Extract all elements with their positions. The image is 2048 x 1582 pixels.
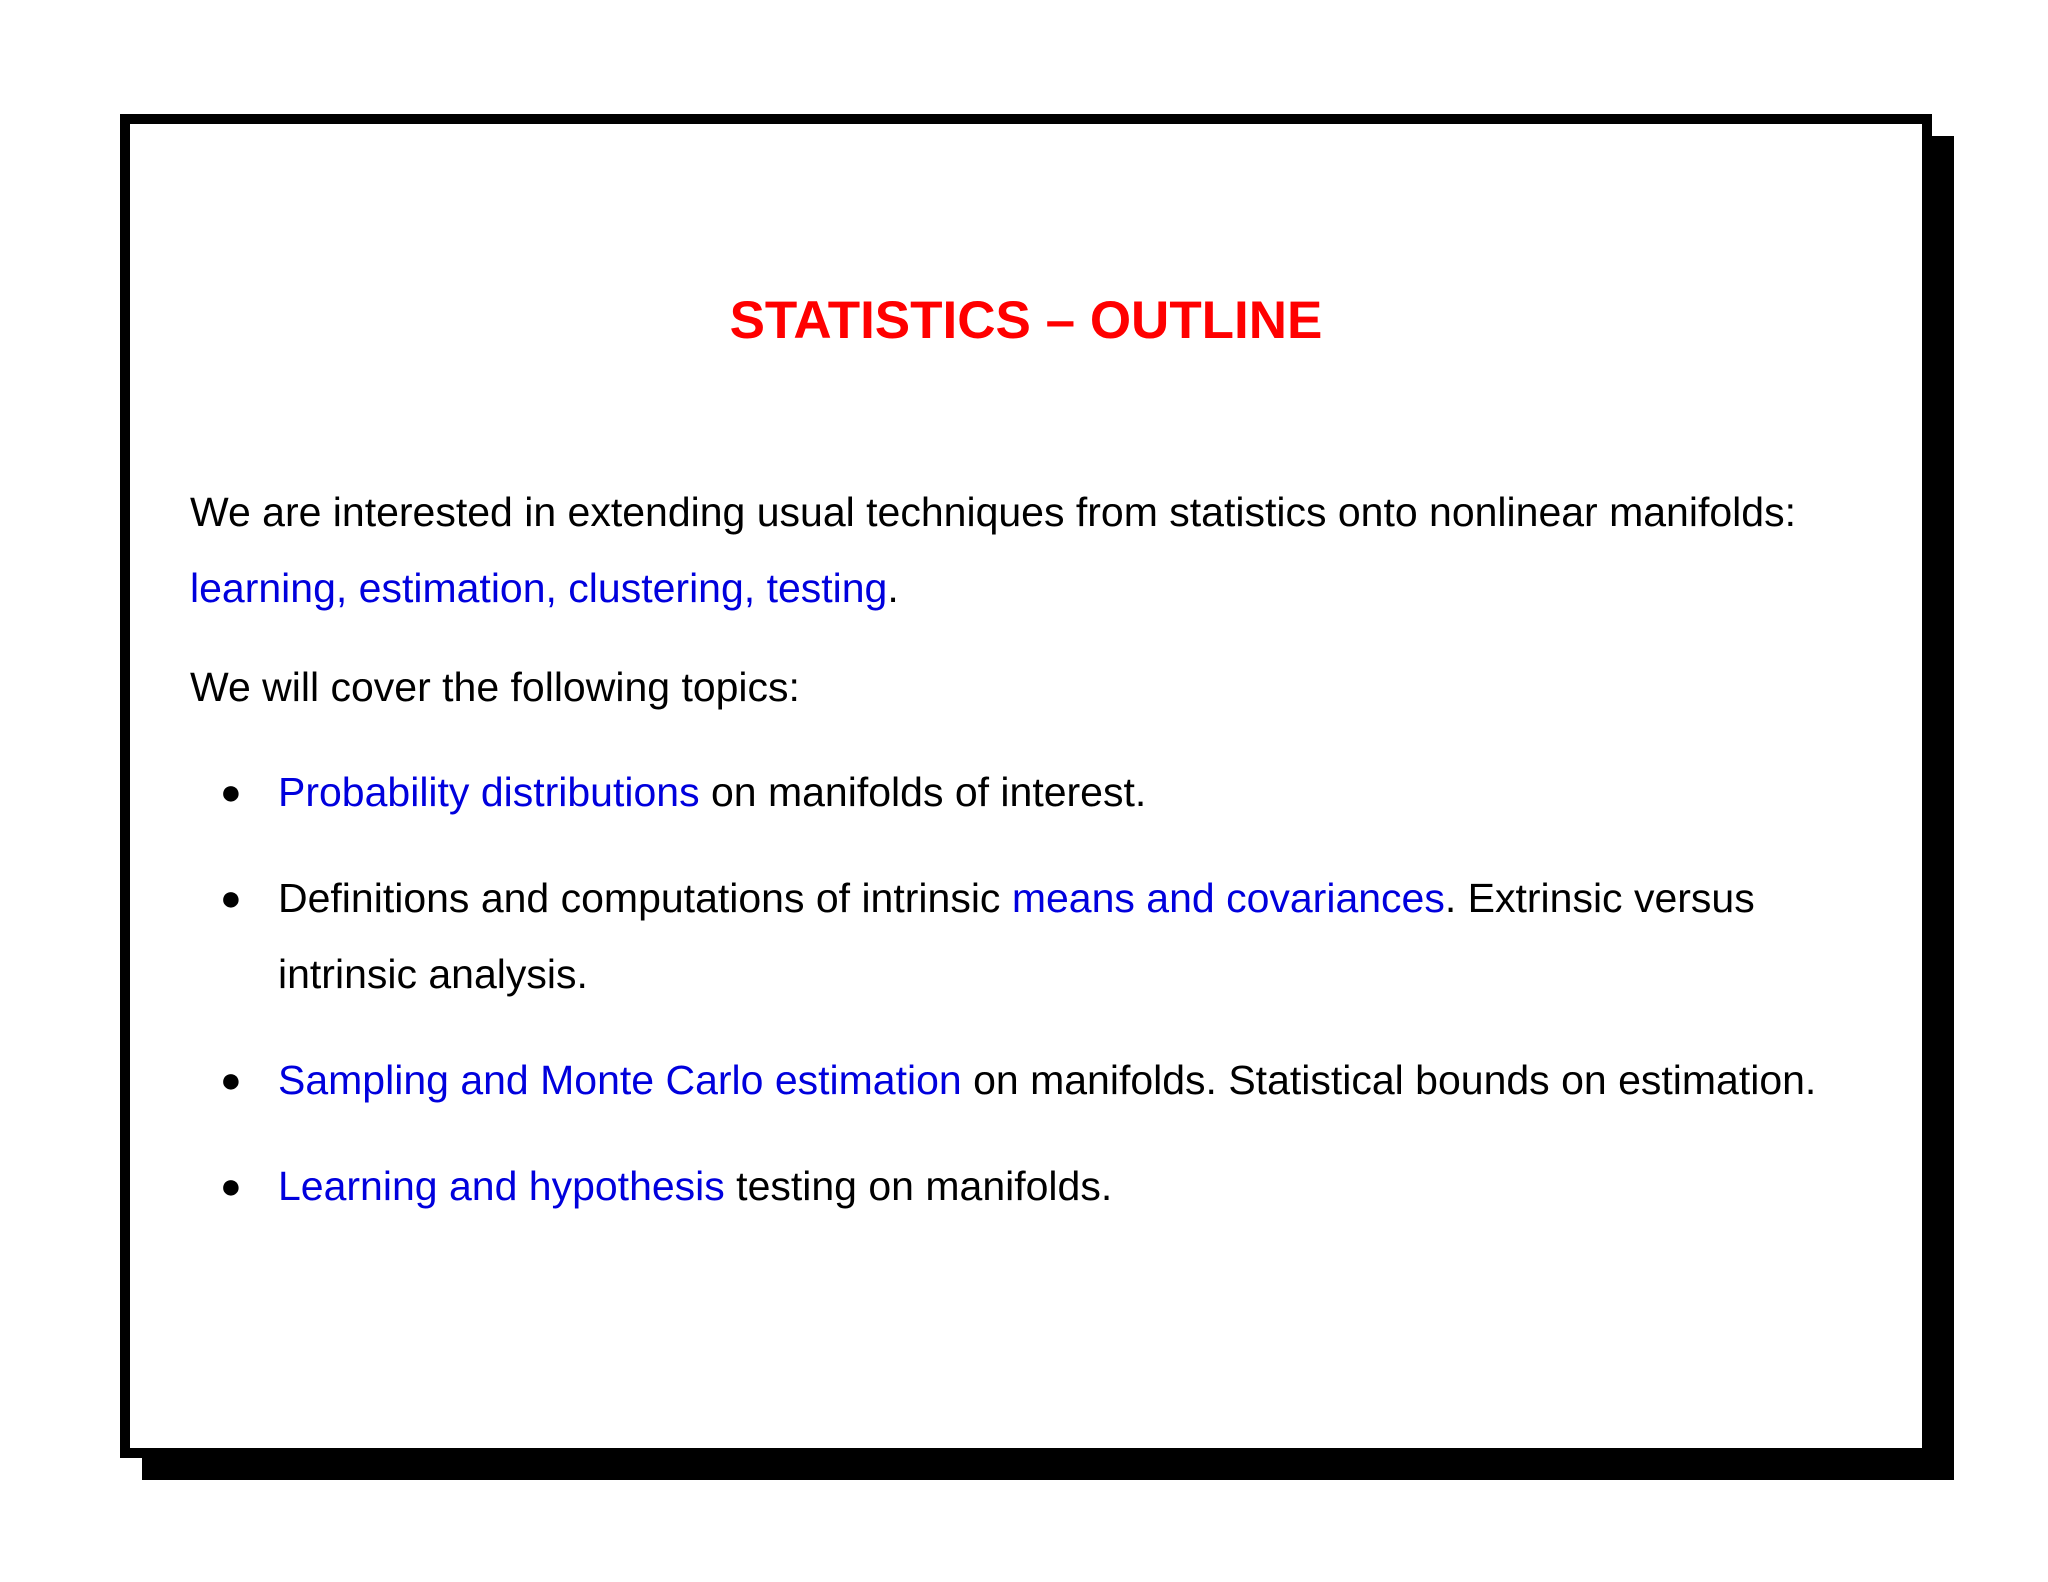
- bullet-icon: ●: [220, 1059, 242, 1100]
- topic-item: [218, 1148, 1882, 1224]
- intro-paragraph: [190, 474, 1862, 626]
- topic-text: on manifolds. Statistical bounds on estimation.: [961, 1057, 1817, 1103]
- slide-frame: [120, 114, 1932, 1458]
- bullet-icon: ●: [220, 877, 242, 918]
- topic-item: [218, 1042, 1882, 1118]
- topic-text: Definitions and computations of intrinsic: [278, 875, 1012, 921]
- bullet-icon: ●: [220, 771, 242, 812]
- intro-text: We are interested in extending usual techniques from statistics onto nonlinear manifolds:: [190, 489, 1796, 535]
- topic-text: . Extrinsic versus intrinsic analysis.: [278, 875, 1755, 997]
- slide-title: STATISTICS – OUTLINE: [729, 291, 1323, 350]
- topic-highlight: Sampling and Monte Carlo estimation: [278, 1057, 962, 1103]
- intro-highlight: learning, estimation, clustering, testing: [190, 565, 888, 611]
- intro-period: .: [887, 565, 899, 611]
- topic-text: on manifolds of interest.: [699, 769, 1147, 815]
- topic-item: [218, 860, 1882, 1012]
- topic-list: [218, 754, 1882, 1254]
- bullet-icon: ●: [220, 1165, 242, 1206]
- topic-highlight: Learning and hypothesis: [278, 1163, 725, 1209]
- topic-highlight: Probability distributions: [278, 769, 700, 815]
- topic-item: [218, 754, 1882, 830]
- cover-text: We will cover the following topics:: [190, 664, 800, 710]
- topic-text: testing on manifolds.: [724, 1163, 1113, 1209]
- topic-highlight: means and covariances: [1011, 875, 1445, 921]
